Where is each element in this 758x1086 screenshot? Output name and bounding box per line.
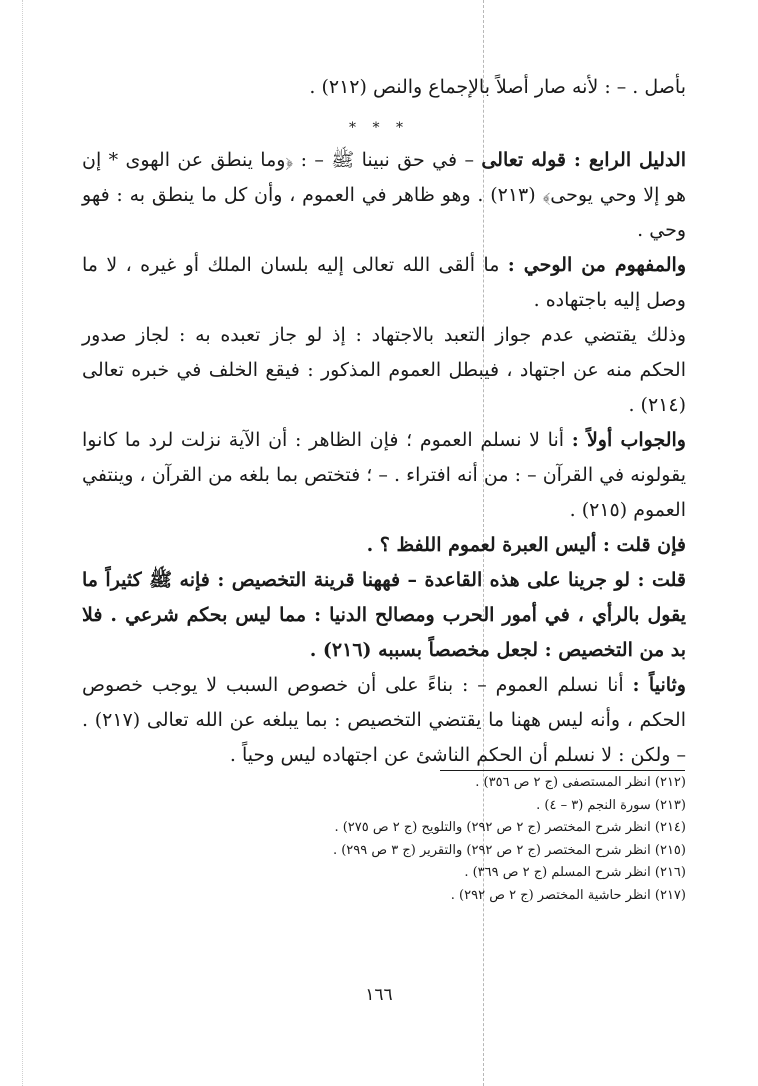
paragraph-implication: وذلك يقتضي عدم جواز التعبد بالاجتهاد : إذ لو جاز تعبده به : لجاز صدور الحكم منه عن اجتهاد ، فيبطل العموم المذكور : فيقع الخلف في خبره تعالى (٢١٤) . xyxy=(82,324,686,416)
second-answer-heading: وثانياً : xyxy=(632,674,686,696)
paragraph-reply: قلت : لو جرينا على هذه القاعدة – فههنا قرينة التخصيص : فإنه ﷺ كثيراً ما يقول بالرأي ، في أمور الحرب ومصالح الدنيا : مما ليس بحكم شرعي . فلا بد من التخصيص : لجعل مخصصاً بسببه (٢١٦) . xyxy=(82,569,686,661)
body-text-top xyxy=(82,70,686,105)
revelation-meaning-text: ما ألقى الله تعالى إليه بلسان الملك أو غيره ، لا ما وصل إليه باجتهاده . xyxy=(82,254,686,311)
paragraph-revelation-meaning xyxy=(82,248,686,318)
paragraph-second-answer xyxy=(82,668,686,773)
body-text-main xyxy=(82,143,686,773)
section-separator: * * * xyxy=(349,120,409,136)
first-answer-heading: والجواب أولاً : xyxy=(571,429,686,451)
footnote-item: (٢١٥) انظر شرح المختصر (ج ٢ ص ٢٩٢) والتقرير (ج ٣ ص ٢٩٩) . xyxy=(332,842,686,858)
fourth-evidence-text: – في حق نبينا ﷺ – : ﴿وما ينطق عن الهوى * إن هو إلا وحي يوحى﴾ (٢١٣) . وهو ظاهر في العموم ، وأن كل ما ينطق به : فهو وحي . xyxy=(82,149,686,241)
second-answer-text: أنا نسلم العموم – : بناءً على أن خصوص السبب لا يوجب خصوص الحكم ، وأنه ليس ههنا ما يقتضي التخصيص : بما يبلغه عن الله تعالى (٢١٧) . – ولكن : لا نسلم أن الحكم الناشئ عن اجتهاده ليس وحياً . xyxy=(82,674,686,766)
page-number: ١٦٦ xyxy=(365,985,393,1005)
page-edge-line xyxy=(22,0,23,1086)
footnote-divider xyxy=(440,770,685,771)
paragraph-question: فإن قلت : أليس العبرة لعموم اللفظ ؟ . xyxy=(366,534,686,556)
footnote-item: (٢١٣) سورة النجم (٣ – ٤) . xyxy=(536,797,686,813)
footnotes xyxy=(250,772,686,907)
footnote-item: (٢١٤) انظر شرح المختصر (ج ٢ ص ٢٩٢) والتلويح (ج ٢ ص ٢٧٥) . xyxy=(334,820,686,835)
paragraph-fourth-evidence xyxy=(82,143,686,248)
footnote-item: (٢١٧) انظر حاشية المختصر (ج ٢ ص ٢٩٢) . xyxy=(450,887,686,903)
revelation-meaning-heading: والمفهوم من الوحي : xyxy=(507,254,686,276)
paragraph-continuation: بأصل . – : لأنه صار أصلاً بالإجماع والنص (٢١٢) . xyxy=(309,76,686,98)
footnote-item: (٢١٦) انظر شرح المسلم (ج ٢ ص ٣٦٩) . xyxy=(464,865,686,880)
paragraph-first-answer xyxy=(82,423,686,528)
footnote-item: (٢١٢) انظر المستصفى (ج ٢ ص ٣٥٦) . xyxy=(475,775,686,790)
fourth-evidence-heading: الدليل الرابع : قوله تعالى xyxy=(481,149,687,171)
first-answer-text: أنا لا نسلم العموم ؛ فإن الظاهر : أن الآية نزلت لرد ما كانوا يقولونه في القرآن – : من أنه افتراء . – ؛ فتختص بما بلغه من القرآن ، وينتفي العموم (٢١٥) . xyxy=(82,429,686,521)
